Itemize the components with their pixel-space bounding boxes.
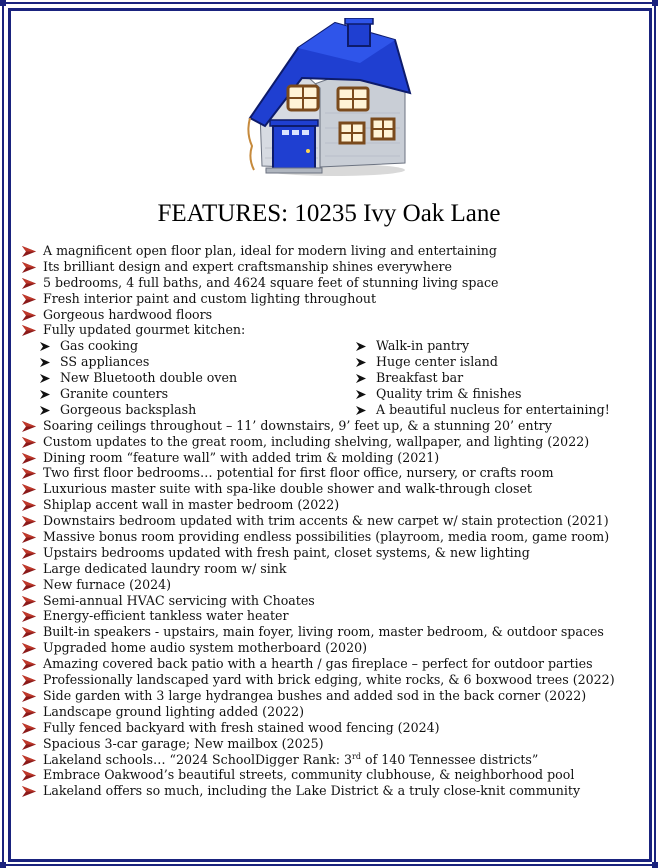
list-item-text: Energy-efficient tankless water heater — [43, 608, 289, 624]
star-arrow-bullet-icon — [22, 627, 36, 638]
list-item-text: Amazing covered back patio with a hearth / gas fireplace – perfect for outdoor parties — [43, 656, 593, 672]
list-item-text: New furnace (2024) — [43, 576, 172, 592]
star-arrow-bullet-icon — [22, 643, 36, 654]
list-item-text: Embrace Oakwood’s beautiful streets, community clubhouse, & neighborhood pool — [43, 767, 575, 783]
sublist-item-text: Granite counters — [60, 386, 169, 402]
sublist-item-text: A beautiful nucleus for entertaining! — [376, 401, 610, 417]
list-item — [20, 322, 645, 338]
star-arrow-bullet-icon — [22, 310, 36, 321]
star-arrow-bullet-icon — [22, 516, 36, 527]
list-item-text: Upgraded home audio system motherboard (2020) — [43, 640, 368, 656]
star-arrow-bullet-icon — [22, 770, 36, 781]
star-arrow-bullet-icon — [22, 325, 36, 336]
list-item-text: Dining room “feature wall” with added trim & molding (2021) — [43, 449, 440, 465]
star-arrow-bullet-icon — [22, 484, 36, 495]
star-arrow-bullet-icon — [22, 294, 36, 305]
list-item-text: Landscape ground lighting added (2022) — [43, 703, 305, 719]
house-illustration — [240, 18, 415, 178]
star-arrow-bullet-icon — [22, 675, 36, 686]
list-item — [20, 291, 645, 307]
list-item — [20, 465, 645, 481]
list-item-text: Fully fenced backyard with fresh stained wood fencing (2024) — [43, 719, 440, 735]
star-arrow-bullet-icon — [22, 548, 36, 559]
star-arrow-bullet-icon — [22, 707, 36, 718]
star-arrow-bullet-icon — [22, 564, 36, 575]
list-item-text: Its brilliant design and expert craftsmanship shines everywhere — [43, 258, 452, 274]
list-item — [20, 640, 645, 656]
list-item-text: Soaring ceilings throughout – 11’ downstairs, 9’ feet up, & a stunning 20’ entry — [43, 417, 552, 433]
list-item-text: Professionally landscaped yard with brick edging, white rocks, & 6 boxwood trees (2022) — [43, 672, 615, 688]
list-item — [20, 593, 645, 609]
list-item — [20, 275, 645, 291]
list-item — [20, 783, 645, 799]
list-item — [20, 450, 645, 466]
sublist-item — [20, 354, 356, 370]
list-item-text: Massive bonus room providing endless possibilities (playroom, media room, game room) — [43, 529, 610, 545]
list-item-text: Gorgeous hardwood floors — [43, 306, 213, 322]
sublist-item — [20, 386, 356, 402]
star-arrow-bullet-icon — [22, 739, 36, 750]
star-arrow-bullet-icon — [22, 468, 36, 479]
star-arrow-bullet-icon — [22, 786, 36, 797]
star-arrow-bullet-icon — [22, 596, 36, 607]
star-arrow-bullet-icon — [22, 659, 36, 670]
border-corner — [652, 862, 658, 868]
kitchen-sublist — [20, 338, 645, 417]
list-item-text: Luxurious master suite with spa-like double shower and walk-through closet — [43, 481, 532, 497]
star-arrow-bullet-icon — [22, 453, 36, 464]
list-item-text: Custom updates to the great room, including shelving, wallpaper, and lighting (2022) — [43, 433, 590, 449]
sublist-item — [20, 402, 356, 418]
sublist-item-text: Quality trim & finishes — [376, 386, 522, 402]
star-arrow-bullet-icon — [22, 723, 36, 734]
list-item — [20, 720, 645, 736]
border-corner — [0, 862, 6, 868]
sublist-item — [356, 402, 616, 418]
list-item-text: A magnificent open floor plan, ideal for modern living and entertaining — [43, 243, 497, 258]
arrowhead-bullet-icon — [40, 406, 50, 415]
star-arrow-bullet-icon — [22, 691, 36, 702]
sublist-item-text: SS appliances — [60, 354, 150, 370]
sublist-item — [20, 338, 356, 354]
list-item — [20, 688, 645, 704]
list-item — [20, 307, 645, 323]
list-item — [20, 481, 645, 497]
list-item — [20, 672, 645, 688]
list-item-text: 5 bedrooms, 4 full baths, and 4624 square feet of stunning living space — [43, 274, 499, 290]
list-item — [20, 513, 645, 529]
arrowhead-bullet-icon — [356, 358, 366, 367]
star-arrow-bullet-icon — [22, 246, 36, 257]
list-item — [20, 736, 645, 752]
list-item — [20, 608, 645, 624]
star-arrow-bullet-icon — [22, 755, 36, 766]
list-item — [20, 497, 645, 513]
arrowhead-bullet-icon — [356, 342, 366, 351]
border-corner — [0, 0, 6, 6]
star-arrow-bullet-icon — [22, 437, 36, 448]
arrowhead-bullet-icon — [356, 390, 366, 399]
sublist-item-text: Huge center island — [376, 354, 498, 370]
list-item — [20, 529, 645, 545]
list-item-text: Spacious 3-car garage; New mailbox (2025) — [43, 735, 324, 751]
arrowhead-bullet-icon — [356, 406, 366, 415]
border-corner — [652, 0, 658, 6]
list-item-text: Side garden with 3 large hydrangea bushes and added sod in the back corner (2022) — [43, 687, 587, 703]
list-item-text: Downstairs bedroom updated with trim accents & new carpet w/ stain protection (2021) — [43, 513, 609, 529]
list-item-text: Semi-annual HVAC servicing with Choates — [43, 592, 315, 608]
sublist-item — [356, 386, 616, 402]
list-item-text: Lakeland offers so much, including the Lake District & a truly close-knit community — [43, 783, 581, 799]
sublist-item — [356, 338, 616, 354]
sublist-item — [356, 354, 616, 370]
arrowhead-bullet-icon — [40, 390, 50, 399]
star-arrow-bullet-icon — [22, 421, 36, 432]
star-arrow-bullet-icon — [22, 262, 36, 273]
arrowhead-bullet-icon — [356, 374, 366, 383]
list-item — [20, 767, 645, 783]
schools-text: Lakeland schools… “2024 SchoolDigger Rank: 3rd of 140 Tennessee districts” — [43, 751, 539, 767]
arrowhead-bullet-icon — [40, 342, 50, 351]
list-item-text: Fully updated gourmet kitchen: — [43, 322, 246, 338]
arrowhead-bullet-icon — [40, 358, 50, 367]
list-item — [20, 418, 645, 434]
sublist-item-text: Gas cooking — [60, 338, 139, 354]
page-title: FEATURES: 10235 Ivy Oak Lane — [157, 200, 501, 227]
list-item — [20, 656, 645, 672]
list-item — [20, 624, 645, 640]
list-item — [20, 577, 645, 593]
list-item-text: Upstairs bedrooms updated with fresh paint, closet systems, & new lighting — [43, 544, 530, 560]
sublist-item — [20, 370, 356, 386]
star-arrow-bullet-icon — [22, 611, 36, 622]
list-item-text: Built-in speakers - upstairs, main foyer, living room, master bedroom, & outdoor spaces — [43, 624, 604, 640]
list-item-text: Two first floor bedrooms… potential for first floor office, nursery, or crafts room — [43, 465, 554, 481]
star-arrow-bullet-icon — [22, 532, 36, 543]
list-item — [20, 545, 645, 561]
star-arrow-bullet-icon — [22, 500, 36, 511]
list-item — [20, 243, 645, 259]
list-item — [20, 752, 645, 768]
star-arrow-bullet-icon — [22, 580, 36, 591]
star-arrow-bullet-icon — [22, 278, 36, 289]
sublist-item-text: Gorgeous backsplash — [60, 401, 197, 417]
list-item-text: Shiplap accent wall in master bedroom (2022) — [43, 497, 340, 513]
list-item — [20, 259, 645, 275]
list-item — [20, 434, 645, 450]
features-list — [20, 243, 645, 799]
list-item — [20, 561, 645, 577]
arrowhead-bullet-icon — [40, 374, 50, 383]
sublist-item-text: Walk-in pantry — [376, 338, 470, 354]
list-item-text: Fresh interior paint and custom lighting throughout — [43, 290, 377, 306]
sublist-item-text: New Bluetooth double oven — [60, 370, 238, 386]
sublist-item-text: Breakfast bar — [376, 370, 464, 386]
list-item — [20, 704, 645, 720]
list-item-text: Large dedicated laundry room w/ sink — [43, 560, 287, 576]
sublist-item — [356, 370, 616, 386]
